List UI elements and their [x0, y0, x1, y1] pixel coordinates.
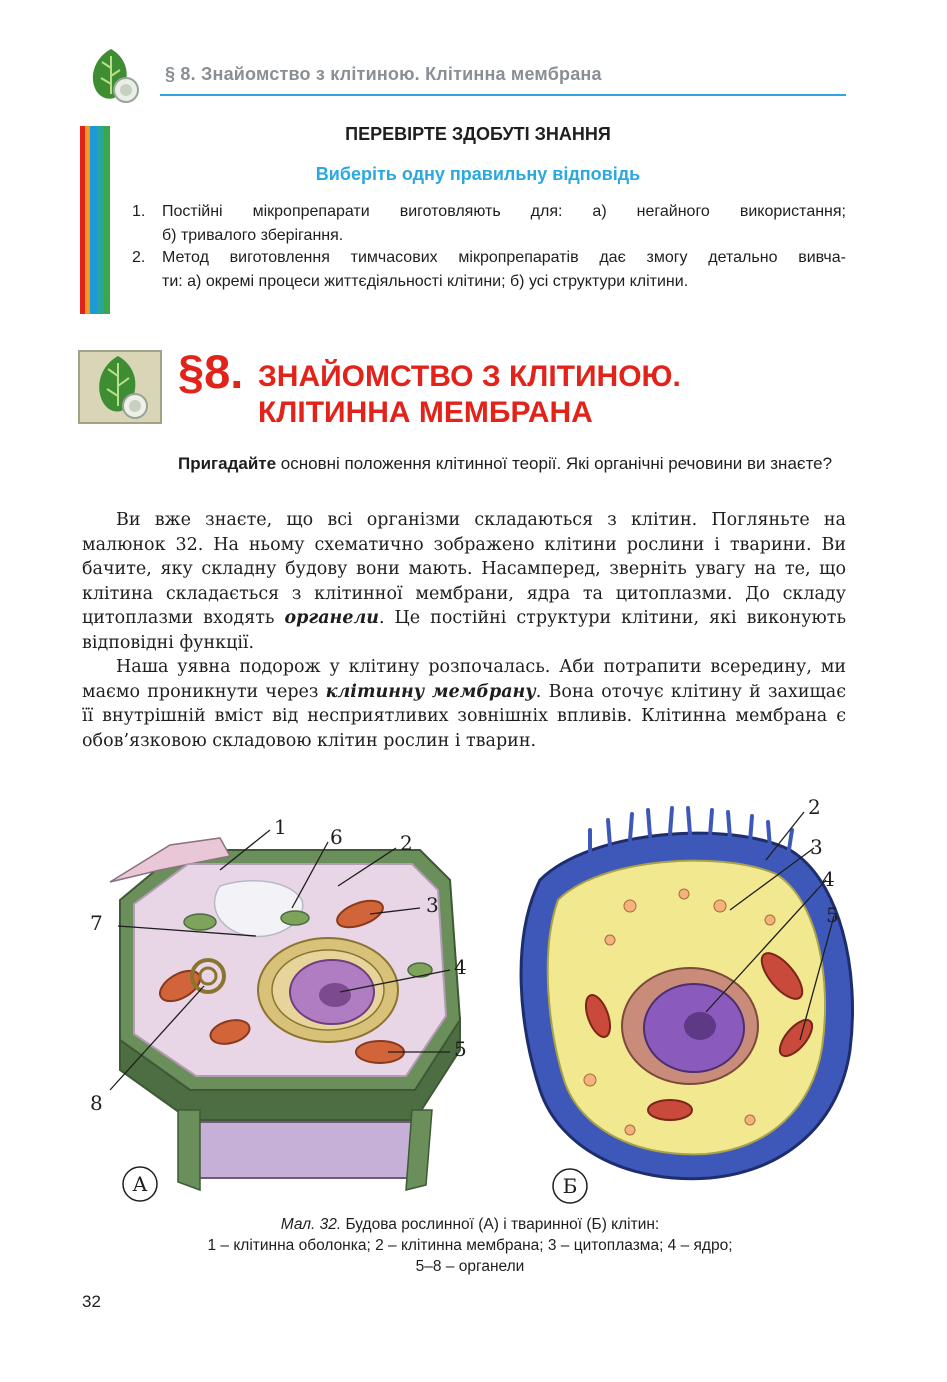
animal-label-5: 5 — [826, 903, 839, 927]
section-title-line-2: КЛІТИННА МЕМБРАНА — [258, 396, 593, 429]
paragraph-2: Наша уявна подорож у клітину розпочалась. Аби потрапити всередину, ми маємо проникнути через клітинну мембрану. Вона оточує клітину й захищає її внутрішній вміст від несприятливих зовнішніх впливів. Клітинна мембрана є обов’язковою складовою клітин рослин і тварин. — [82, 657, 846, 751]
review-color-bar — [80, 126, 110, 314]
animal-cell-illustration — [521, 808, 852, 1179]
caption-line-2: 1 – клітинна оболонка; 2 – клітинна мембрана; 3 – цитоплазма; 4 – ядро; — [207, 1237, 733, 1254]
paragraph-1: Ви вже знаєте, що всі організми складаються з клітин. Погляньте на малюнок 32. На ньому схематично зображено клітини рослини і тварини. Ви бачите, яку складну будову вони мають. Насамперед, зверніть увагу на те, що клітина складається з клітинної мембрани, ядра та цитоплазми. До складу цитоплазми входять органели. Це постійні структури клітини, які виконують відповідні функції. — [82, 510, 847, 653]
plant-cell-illustration — [110, 830, 460, 1190]
question-text-line: Метод виготовлення тимчасових мікропрепаратів дає змогу детально вивча- — [162, 249, 846, 266]
question-1 — [132, 200, 846, 248]
plant-label-3: 3 — [426, 893, 439, 917]
question-text-line: б) тривалого зберігання. — [162, 227, 344, 244]
section-leaf-icon — [78, 350, 162, 424]
recall-prompt — [178, 452, 846, 476]
question-text-line: ти: а) окремі процеси життєдіяльності клітини; б) усі структури клітини. — [162, 273, 689, 290]
caption-line-3: 5–8 – органели — [415, 1258, 525, 1275]
review-subtitle: Виберіть одну правильну відповідь — [315, 164, 641, 184]
header-rule — [160, 94, 846, 96]
section-title-line-1: ЗНАЙОМСТВО З КЛІТИНОЮ. — [258, 360, 681, 393]
page-number: 32 — [82, 1292, 101, 1311]
caption-lead: Мал. 32. — [280, 1216, 342, 1233]
plant-label-5: 5 — [454, 1037, 467, 1061]
plant-label-7: 7 — [90, 911, 103, 935]
question-text-line: Постійні мікропрепарати виготовляють для: а) негайного використання; — [162, 203, 846, 220]
cell-structure-figure — [70, 790, 870, 1210]
plant-label-8: 8 — [90, 1091, 103, 1115]
review-title: ПЕРЕВІРТЕ ЗДОБУТІ ЗНАННЯ — [345, 124, 611, 144]
recall-lead: Пригадайте — [178, 454, 277, 473]
figure-caption — [100, 1214, 840, 1277]
running-header-title: § 8. Знайомство з клітиною. Клітинна мембрана — [165, 64, 602, 84]
question-number: 2. — [132, 249, 146, 266]
caption-line-1: Будова рослинної (А) і тваринної (Б) клітин: — [341, 1216, 660, 1233]
leaf-badge-icon — [82, 46, 140, 106]
plant-panel-marker: А — [132, 1172, 148, 1196]
animal-label-3: 3 — [810, 835, 823, 859]
section-number: §8. — [178, 345, 244, 398]
recall-text: основні положення клітинної теорії. Які органічні речовини ви знаєте? — [276, 454, 833, 473]
animal-panel-marker: Б — [562, 1174, 578, 1198]
plant-label-4: 4 — [454, 955, 467, 979]
question-number: 1. — [132, 203, 146, 220]
body-text — [82, 508, 846, 753]
animal-label-2: 2 — [808, 795, 821, 819]
animal-label-4: 4 — [822, 867, 835, 891]
plant-label-1: 1 — [274, 815, 287, 839]
plant-label-2: 2 — [400, 831, 413, 855]
term-organelles: органели — [284, 608, 379, 628]
plant-label-6: 6 — [330, 825, 343, 849]
term-cell-membrane: клітинну мембрану — [325, 681, 536, 702]
question-2 — [132, 246, 846, 294]
